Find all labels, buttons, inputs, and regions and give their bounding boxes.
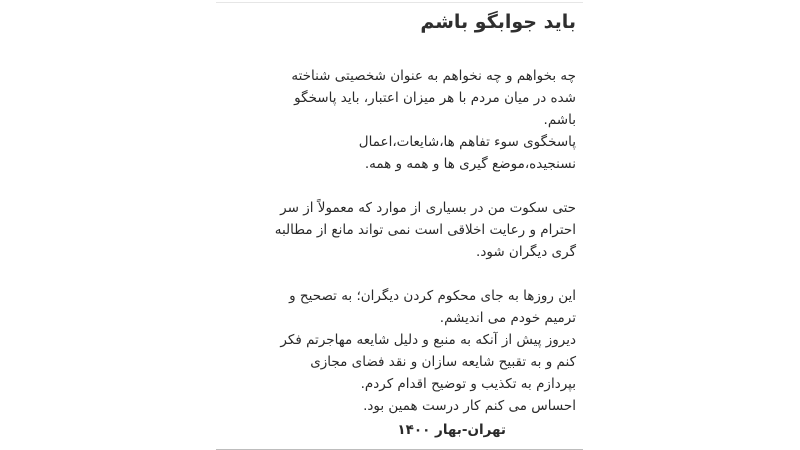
text-line: این روزها به جای محکوم کردن دیگران؛ به تصحیح و — [289, 288, 576, 304]
paragraph-2 — [256, 197, 576, 263]
text-line: کنم و به تقبیح شایعه سازان و نقد فضای مجازی — [310, 354, 576, 370]
text-line: شده در میان مردم با هر میزان اعتبار، باید پاسخگو — [294, 90, 576, 106]
article-card — [216, 2, 583, 450]
article-body — [256, 65, 576, 441]
text-line: حتی سکوت من در بسیاری از موارد که معمولاً از سر — [280, 200, 576, 216]
text-line: چه بخواهم و چه نخواهم به عنوان شخصیتی شناخته — [291, 68, 576, 84]
text-line: پاسخگوی سوء تفاهم ها،شایعات،اعمال — [358, 134, 576, 150]
text-line: نسنجیده،موضع گیری ها و همه و همه. — [364, 156, 576, 172]
signature: تهران-بهار ۱۴۰۰ — [397, 422, 506, 438]
text-line: احترام و رعایت اخلاقی است نمی تواند مانع از مطالبه — [274, 222, 576, 238]
text-line: ترمیم خودم می اندیشم. — [439, 310, 576, 326]
text-line: باشم. — [543, 112, 576, 128]
text-line: دیروز پیش از آنکه به منبع و دلیل شایعه مهاجرتم فکر — [280, 332, 576, 348]
paragraph-3 — [256, 285, 576, 417]
article-title: باید جوابگو باشم — [420, 11, 576, 33]
text-line: احساس می کنم کار درست همین بود. — [363, 398, 576, 414]
paragraph-1 — [256, 65, 576, 175]
text-line: گری دیگران شود. — [476, 244, 576, 260]
text-line: بپردازم به تکذیب و توضیح اقدام کردم. — [360, 376, 576, 392]
